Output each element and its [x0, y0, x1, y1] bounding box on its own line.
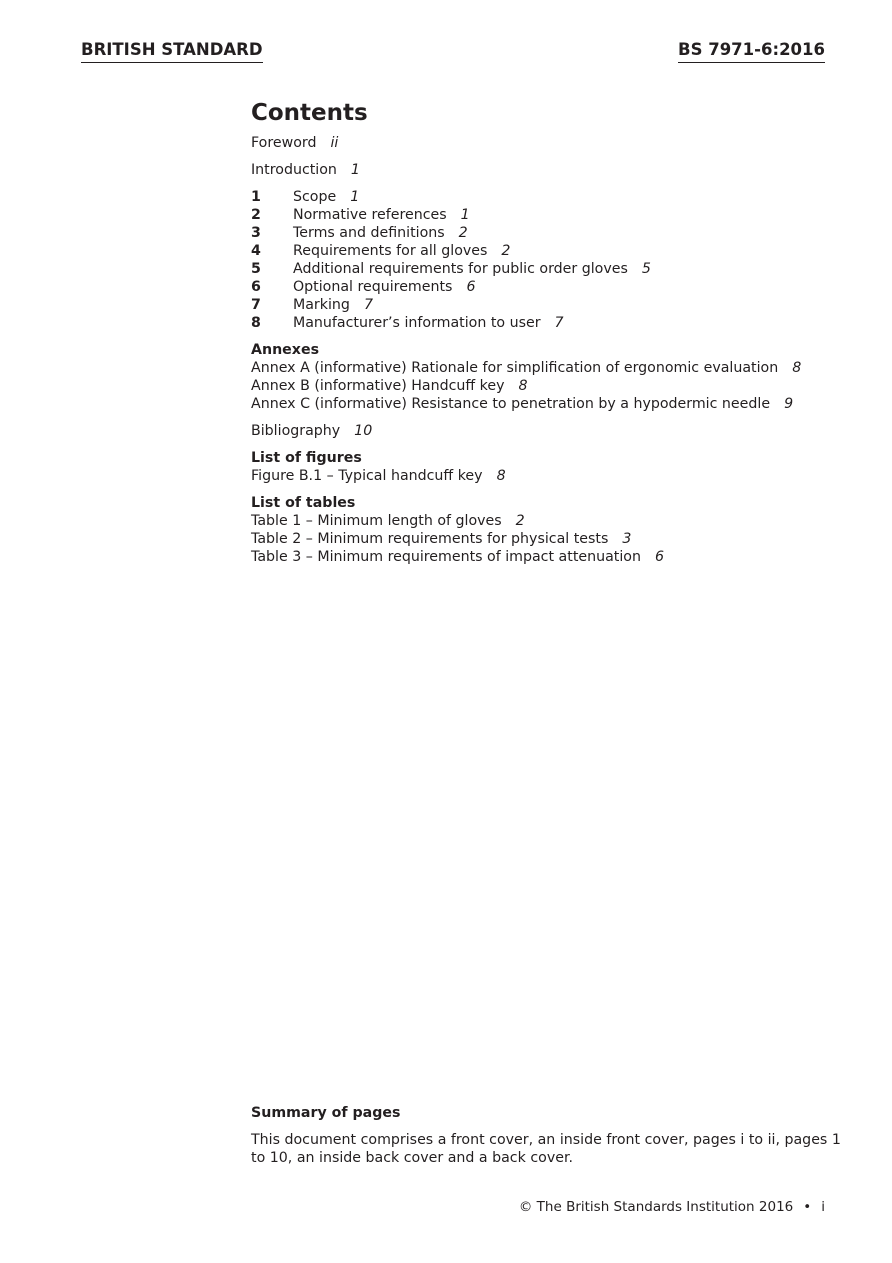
table-label: Table 2 – Minimum requirements for physical tests: [251, 531, 609, 547]
clause-label: Manufacturer’s information to user: [293, 315, 541, 331]
summary-of-pages: [251, 1104, 851, 1167]
annexes-section: [251, 341, 851, 413]
summary-text: This document comprises a front cover, an inside front cover, pages i to ii, pages 1 to 10, an inside back cover and a back cover.: [251, 1132, 841, 1166]
annexes-heading: Annexes: [251, 342, 320, 358]
toc-table-3[interactable]: [251, 548, 851, 566]
header-standard-number: BS 7971-6:2016: [678, 40, 825, 63]
table-page: 2: [515, 513, 525, 529]
clause-label: Requirements for all gloves: [293, 243, 488, 259]
clause-label: Additional requirements for public order gloves: [293, 261, 628, 277]
toc-table-1[interactable]: [251, 512, 851, 530]
clause-label: Terms and definitions: [293, 225, 445, 241]
clause-page: 5: [641, 261, 651, 277]
toc-entry-foreword[interactable]: [251, 134, 851, 152]
figure-label: Figure B.1 – Typical handcuff key: [251, 468, 483, 484]
header-document-type: BRITISH STANDARD: [81, 40, 263, 63]
footer-bullet: •: [803, 1199, 812, 1215]
page-footer: [519, 1198, 825, 1216]
clause-page: 7: [554, 315, 564, 331]
tables-heading: List of tables: [251, 495, 356, 511]
toc-entry-page: ii: [330, 135, 339, 151]
toc-clause-4[interactable]: [251, 242, 851, 260]
clause-label: Optional requirements: [293, 279, 453, 295]
table-of-contents: [251, 98, 851, 566]
clause-page: 2: [501, 243, 511, 259]
annex-page: 9: [784, 396, 794, 412]
toc-entry-label: Introduction: [251, 162, 337, 178]
clause-number: 4: [251, 243, 261, 259]
toc-clause-7[interactable]: [251, 296, 851, 314]
toc-clause-8[interactable]: [251, 314, 851, 332]
clause-number: 2: [251, 207, 261, 223]
toc-figure-b1[interactable]: [251, 467, 851, 485]
toc-clause-2[interactable]: [251, 206, 851, 224]
tables-section: [251, 494, 851, 566]
figures-heading: List of figures: [251, 450, 362, 466]
clause-number: 1: [251, 189, 261, 205]
clause-list: [251, 188, 851, 332]
annex-label: Annex C (informative) Resistance to penetration by a hypodermic needle: [251, 396, 771, 412]
figure-page: 8: [496, 468, 506, 484]
clause-number: 6: [251, 279, 261, 295]
clause-label: Marking: [293, 297, 350, 313]
toc-clause-6[interactable]: [251, 278, 851, 296]
clause-number: 7: [251, 297, 261, 313]
toc-clause-5[interactable]: [251, 260, 851, 278]
table-page: 3: [622, 531, 632, 547]
toc-entry-bibliography[interactable]: [251, 422, 851, 440]
toc-clause-1[interactable]: [251, 188, 851, 206]
summary-heading: Summary of pages: [251, 1105, 401, 1121]
annex-label: Annex A (informative) Rationale for simplification of ergonomic evaluation: [251, 360, 779, 376]
toc-annex-b[interactable]: [251, 377, 851, 395]
toc-entry-page: 10: [354, 423, 373, 439]
table-label: Table 3 – Minimum requirements of impact attenuation: [251, 549, 641, 565]
table-page: 6: [654, 549, 664, 565]
toc-entry-label: Foreword: [251, 135, 317, 151]
clause-label: Normative references: [293, 207, 447, 223]
toc-clause-3[interactable]: [251, 224, 851, 242]
table-label: Table 1 – Minimum length of gloves: [251, 513, 502, 529]
toc-entry-introduction[interactable]: [251, 161, 851, 179]
clause-page: 6: [466, 279, 476, 295]
annex-label: Annex B (informative) Handcuff key: [251, 378, 505, 394]
contents-title: Contents: [251, 100, 368, 126]
toc-annex-c[interactable]: [251, 395, 851, 413]
clause-number: 5: [251, 261, 261, 277]
annex-page: 8: [518, 378, 528, 394]
toc-entry-page: 1: [350, 162, 360, 178]
toc-table-2[interactable]: [251, 530, 851, 548]
figures-section: [251, 449, 851, 485]
clause-page: 1: [350, 189, 360, 205]
clause-number: 3: [251, 225, 261, 241]
copyright-notice: © The British Standards Institution 2016: [518, 1199, 794, 1215]
clause-number: 8: [251, 315, 261, 331]
clause-page: 7: [363, 297, 373, 313]
toc-entry-label: Bibliography: [251, 423, 341, 439]
clause-page: 2: [458, 225, 468, 241]
page-number: i: [821, 1199, 825, 1215]
clause-page: 1: [460, 207, 470, 223]
toc-annex-a[interactable]: [251, 359, 851, 377]
clause-label: Scope: [293, 189, 337, 205]
annex-page: 8: [792, 360, 802, 376]
